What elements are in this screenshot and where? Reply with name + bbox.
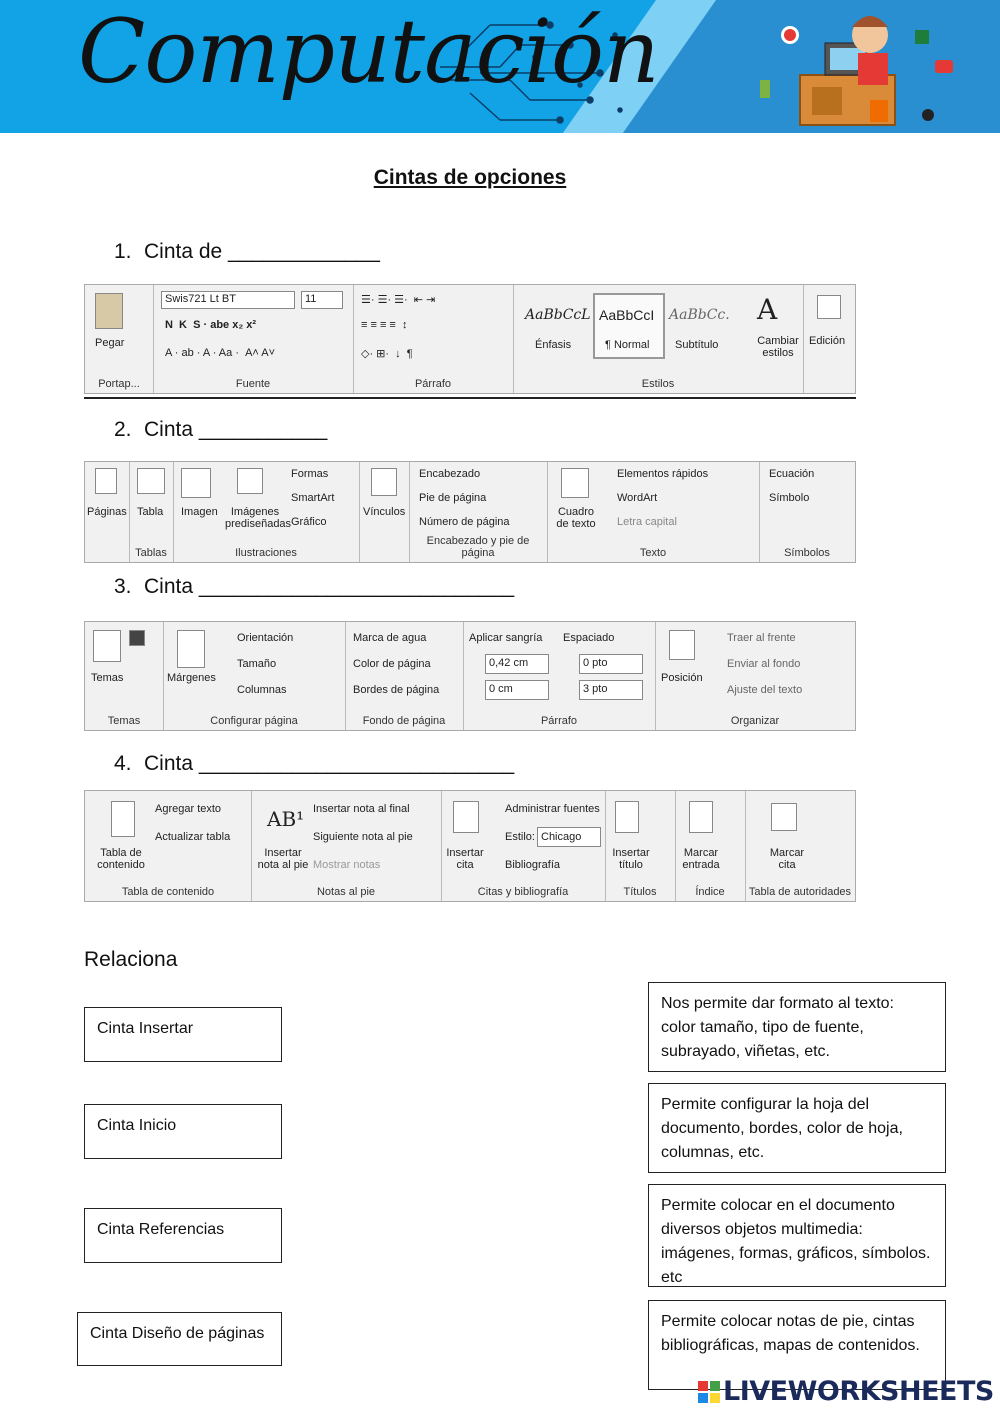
group-styles: AaBbCcL Énfasis AaBbCcI ¶ Normal AaBbCc. Subtítulo A Cambiar estilos Estilos (513, 285, 804, 393)
indent-right-input[interactable]: 0 cm (489, 683, 513, 695)
ribbon-page-layout: Temas Temas Márgenes Orientación Tamaño Columnas Configurar página Marca de agua Color de página Bordes de página Fondo de página Aplicar sangría Espaciado 0,42 cm 0 cm 0 pto 3 pto Párrafo Posición Traer al frente Enviar al fondo Ajuste del texto Organizar (84, 621, 856, 731)
question-3-text[interactable]: Cinta ___________________________ (144, 575, 515, 598)
left-box-insertar[interactable]: Cinta Insertar (84, 1007, 282, 1062)
banner-title: Computación (78, 0, 659, 103)
ribbon-home (84, 284, 856, 394)
right-box-2[interactable]: Permite configurar la hoja del documento, bordes, color de hoja, columnas, etc. (648, 1083, 946, 1173)
right-box-1[interactable]: Nos permite dar formato al texto: color tamaño, tipo de fuente, subrayado, viñetas, etc. (648, 982, 946, 1072)
question-2-text[interactable]: Cinta ___________ (144, 418, 328, 441)
left-box-diseno[interactable]: Cinta Diseño de páginas (77, 1312, 282, 1366)
group-font: Swis721 Lt BT 11 N K S · abe x₂ x² A · ab · A · Aa · A˄ A˅ Fuente (153, 285, 354, 393)
liveworksheets-logo-icon (698, 1381, 720, 1403)
page-title: Cintas de opciones (373, 166, 567, 189)
group-paragraph: ☰· ☰· ☰· ⇤ ⇥ ≡ ≡ ≡ ≡ ↕ ◇· ⊞· ↓ ¶ Párrafo (353, 285, 514, 393)
group-editing: Edición (803, 285, 855, 393)
header-banner (0, 0, 1000, 133)
ribbon-insert: Páginas Tabla Tablas Imagen Imágenes prediseñadas Formas SmartArt Gráfico Ilustraciones Vínculos Encabezado Pie de página Número de página Encabezado y pie de página Cuadro de texto Elementos rápidos WordArt Letra capital Texto Ecuación Símbolo Símbolos (84, 461, 856, 563)
section-title: Relaciona (84, 948, 178, 971)
right-box-3[interactable]: Permite colocar en el documento diversos objetos multimedia: imágenes, formas, gráficos, símbolos. etc (648, 1184, 946, 1287)
liveworksheets-watermark: LIVEWORKSHEETS (698, 1376, 994, 1407)
font-name-select[interactable]: Swis721 Lt BT (165, 293, 236, 305)
right-box-4[interactable]: Permite colocar notas de pie, cintas bibliográficas, mapas de contenidos. (648, 1300, 946, 1390)
indent-left-input[interactable]: 0,42 cm (489, 657, 529, 669)
question-3: 3. Cinta ___________________________ (114, 575, 515, 598)
question-4-text[interactable]: Cinta ___________________________ (144, 752, 515, 775)
question-2: 2. Cinta ___________ (114, 418, 328, 441)
question-1: 1. Cinta de _____________ (114, 240, 380, 263)
ribbon-references: Tabla de contenido Agregar texto Actualizar tabla Tabla de contenido AB¹ Insertar nota al pie Insertar nota al final Siguiente nota al pie Mostrar notas Notas al pie Insertar cita Administrar fuentes Estilo: Chicago Bibliografía Citas y bibliografía Insertar título Títulos Marcar entrada Índice Marcar cita Tabla de autoridades (84, 790, 856, 902)
spacing-after-input[interactable]: 3 pto (583, 683, 608, 695)
group-clipboard: Pegar Portap... (85, 285, 154, 393)
question-1-text[interactable]: Cinta de _____________ (144, 240, 380, 263)
spacing-before-input[interactable]: 0 pto (583, 657, 608, 669)
left-box-referencias[interactable]: Cinta Referencias (84, 1208, 282, 1263)
citation-style-select[interactable]: Chicago (541, 831, 582, 843)
left-box-inicio[interactable]: Cinta Inicio (84, 1104, 282, 1159)
kid-computer-illustration (760, 5, 990, 130)
question-4: 4. Cinta ___________________________ (114, 752, 515, 775)
font-size-select[interactable]: 11 (305, 293, 317, 305)
